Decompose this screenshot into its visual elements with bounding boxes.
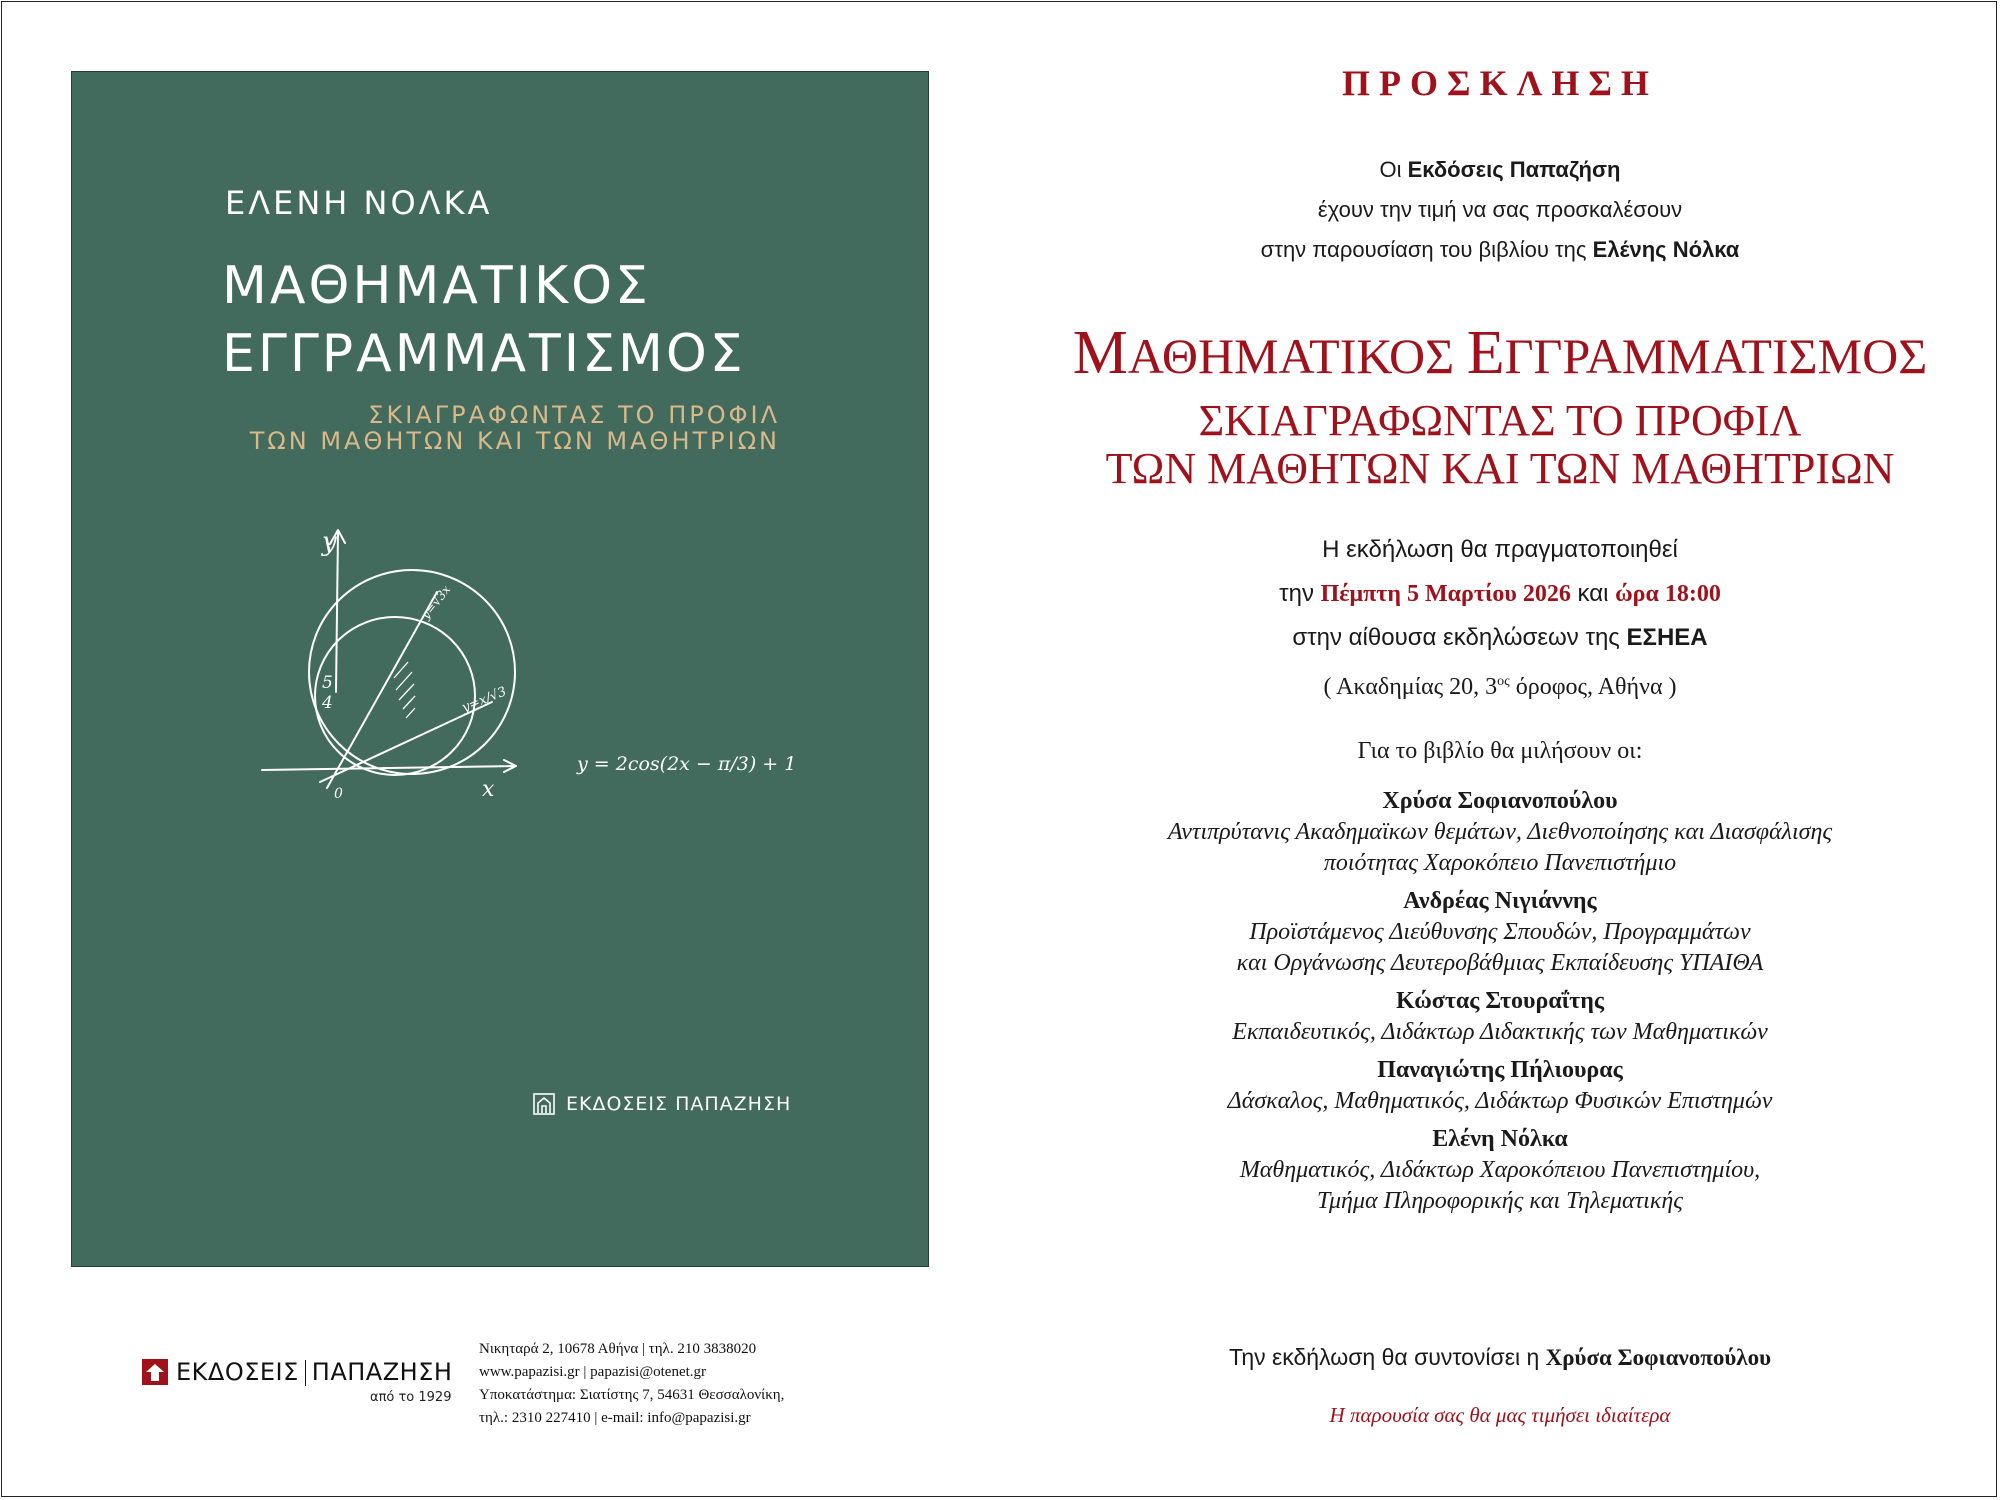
speaker-role: Δάσκαλος, Μαθηματικός, Διδάκτωρ Φυσικών Επιστημών: [1227, 1088, 1773, 1114]
publisher-logo-icon: [142, 1359, 168, 1385]
event-mid: και: [1570, 580, 1616, 607]
coordinator-prefix: Την εκδήλωση θα συντονίσει η: [1228, 1344, 1546, 1370]
speaker-name: Παναγιώτης Πήλιουρας: [1377, 1057, 1623, 1083]
address-line: www.papazisi.gr | papazisi@otenet.gr: [479, 1364, 707, 1380]
address-line: Νικηταρά 2, 10678 Αθήνα | τηλ. 210 3838020: [479, 1341, 757, 1357]
event-venue: ΕΣΗΕΑ: [1626, 624, 1708, 651]
event-date: Πέμπτη 5 Μαρτίου 2026: [1320, 581, 1571, 607]
event-venue-prefix: στην αίθουσα εκδηλώσεων της: [1292, 624, 1627, 651]
intro-line2: έχουν την τιμή να σας προσκαλέσουν: [1317, 197, 1683, 222]
coordinator-name: Χρύσα Σοφιανοπούλου: [1545, 1345, 1772, 1370]
event-time: ώρα 18:00: [1615, 581, 1721, 607]
event-line1: Η εκδήλωση θα πραγματοποιηθεί: [1322, 536, 1678, 563]
publisher-since: από το 1929: [370, 1390, 452, 1405]
cover-subtitle-line1: ΣΚΙΑΓΡΑΦΩΝΤΑΣ ΤΟ ΠΡΟΦΙΛ: [368, 401, 780, 429]
speakers-intro: Για το βιβλίο θα μιλήσουν οι:: [1357, 738, 1643, 764]
address-line: τηλ.: 2310 227410 | e-mail: info@papazisi.gr: [479, 1410, 751, 1426]
intro-publisher: Εκδόσεις Παπαζήση: [1407, 157, 1621, 182]
speaker-role: Τμήμα Πληροφορικής και Τηλεματικής: [1316, 1188, 1684, 1214]
intro-author: Ελένης Νόλκα: [1592, 237, 1740, 262]
speaker-role: Προϊστάμενος Διεύθυνσης Σπουδών, Προγραμμάτων: [1249, 919, 1751, 945]
event-address-sup: ος: [1497, 674, 1510, 689]
sketch-label-x: x: [482, 777, 495, 802]
speaker-role: Μαθηματικός, Διδάκτωρ Χαροκόπειου Πανεπιστημίου,: [1239, 1157, 1761, 1183]
speaker-role: Αντιπρύτανις Ακαδημαϊκων θεμάτων, Διεθνοποίησης και Διασφάλισης: [1167, 819, 1833, 845]
sketch-equation: y = 2cos(2x − π/3) + 1: [577, 753, 797, 775]
sketch-inner-circle: [315, 617, 475, 775]
sketch-tick-5: 5: [322, 673, 333, 693]
invitation-intro: [1030, 150, 1970, 270]
speakers-list: [1030, 786, 1970, 1217]
sketch-line-sqrt3x: [327, 592, 437, 788]
speaker-role: ποιότητας Χαροκόπειο Πανεπιστήμιο: [1323, 850, 1677, 876]
sketch-label-origin: 0: [334, 786, 343, 802]
sketch-hatched-region: [394, 662, 415, 718]
sketch-x-axis: [262, 760, 516, 772]
book-title-cap2: Ε: [1466, 319, 1505, 387]
speaker-name: Κώστας Στουραΐτης: [1396, 988, 1604, 1014]
event-address-a: ( Ακαδημίας 20, 3: [1323, 674, 1498, 700]
cover-subtitle-line2: ΤΩΝ ΜΑΘΗΤΩΝ ΚΑΙ ΤΩΝ ΜΑΘΗΤΡΙΩΝ: [249, 427, 780, 455]
cover-title-line1: ΜΑΘΗΜΑΤΙΚΟΣ: [222, 256, 651, 316]
book-subtitle-line1: ΣΚΙΑΓΡΑΦΩΝΤΑΣ ΤΟ ΠΡΟΦΙΛ: [1198, 396, 1802, 445]
publisher-address: [479, 1338, 784, 1430]
speaker-name: Χρύσα Σοφιανοπούλου: [1382, 788, 1618, 814]
book-cover: [71, 71, 929, 1267]
logo-separator: [305, 1360, 306, 1386]
sketch-label-line1: y=√3x: [418, 582, 454, 622]
event-address-b: όροφος, Αθήνα ): [1509, 674, 1677, 700]
invitation-heading: ΠΡΟΣΚΛΗΣΗ: [1342, 63, 1658, 103]
intro-prefix: Οι: [1379, 157, 1408, 182]
publisher-logo-text: [176, 1358, 452, 1386]
math-sketch-illustration: [72, 72, 930, 1268]
intro-line3: στην παρουσίαση του βιβλίου της: [1260, 237, 1593, 262]
cover-publisher-name: ΕΚΔΟΣΕΙΣ ΠΑΠΑΖΗΣΗ: [566, 1093, 792, 1115]
book-subtitle-line2: ΤΩΝ ΜΑΘΗΤΩΝ ΚΑΙ ΤΩΝ ΜΑΘΗΤΡΙΩΝ: [1105, 444, 1895, 493]
speaker-role: Εκπαιδευτικός, Διδάκτωρ Διδακτικής των Μαθηματικών: [1232, 1019, 1768, 1045]
book-title-part2: ΓΓΡΑΜΜΑΤΙΣΜΟΣ: [1504, 328, 1928, 384]
book-title-cap1: Μ: [1072, 319, 1128, 387]
book-title: [1030, 320, 1970, 389]
event-day-prefix: την: [1279, 580, 1321, 607]
closing-line: Η παρουσία σας θα μας τιμήσει ιδιαίτερα: [1329, 1403, 1671, 1427]
event-details: [1030, 528, 1970, 709]
cover-publisher: [532, 1092, 791, 1116]
logo-text-right: ΠΑΠΑΖΗΣΗ: [311, 1358, 453, 1386]
sketch-tick-4: 4: [322, 693, 333, 713]
coordinator-line: [1030, 1344, 1970, 1371]
sketch-label-y: y: [322, 527, 337, 557]
book-title-part1: ΑΘΗΜΑΤΙΚΟΣ: [1127, 328, 1467, 384]
sketch-label-line2: y=x/√3: [459, 684, 509, 716]
cover-author: ΕΛΕΝΗ ΝΟΛΚΑ: [225, 184, 493, 222]
address-line: Υποκατάστημα: Σιατίστης 7, 54631 Θεσσαλονίκη,: [479, 1387, 785, 1403]
publisher-logo: [142, 1358, 452, 1386]
logo-text-left: ΕΚΔΟΣΕΙΣ: [176, 1358, 299, 1386]
speaker-name: Ανδρέας Νιγιάννης: [1403, 888, 1597, 914]
book-subtitle: [1030, 397, 1970, 493]
cover-title-line2: ΕΓΓΡΑΜΜΑΤΙΣΜΟΣ: [222, 324, 746, 384]
speaker-role: και Οργάνωσης Δευτεροβάθμιας Εκπαίδευσης ΥΠΑΙΘΑ: [1236, 950, 1764, 976]
publisher-house-icon: [532, 1092, 556, 1116]
speaker-name: Ελένη Νόλκα: [1432, 1126, 1568, 1152]
